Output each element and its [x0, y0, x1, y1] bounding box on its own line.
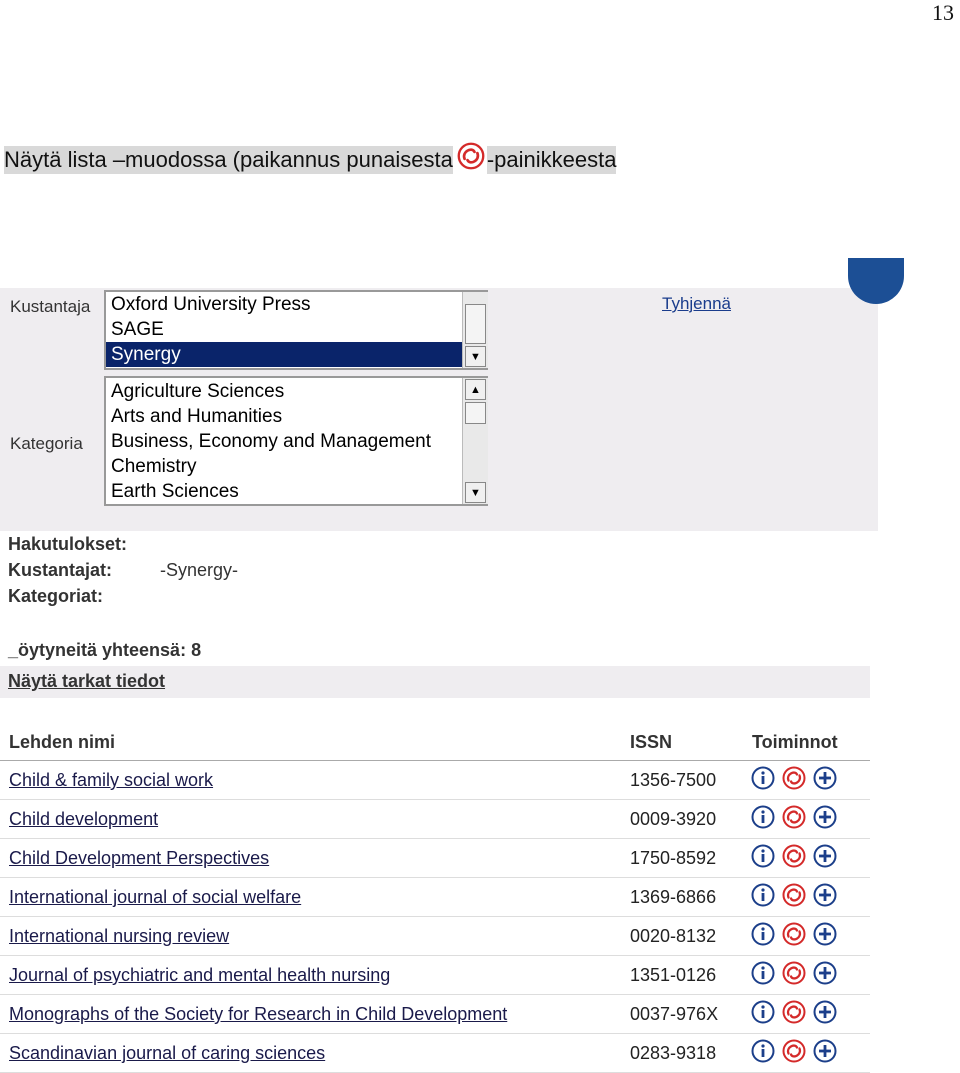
add-icon[interactable]: [813, 1039, 837, 1063]
caption-text-after: -painikkeesta: [486, 147, 617, 172]
add-icon[interactable]: [813, 1000, 837, 1024]
issn-value: 1356-7500: [630, 770, 717, 790]
publishers-filter-label: Kustantajat:: [8, 560, 113, 580]
category-option[interactable]: Agriculture Sciences: [111, 381, 285, 402]
journal-name-link[interactable]: Scandinavian journal of caring sciences: [9, 1043, 326, 1063]
category-listbox[interactable]: [104, 376, 488, 506]
add-icon[interactable]: [813, 883, 837, 907]
journal-table: [0, 726, 870, 1073]
instruction-caption: [4, 146, 616, 174]
issn-value: 1351-0126: [630, 965, 717, 985]
info-icon[interactable]: [751, 922, 775, 946]
journal-name-link[interactable]: International journal of social welfare: [9, 887, 302, 907]
info-icon[interactable]: [751, 805, 775, 829]
table-row: [0, 917, 870, 956]
category-option[interactable]: Business, Economy and Management: [111, 431, 432, 452]
publisher-option[interactable]: SAGE: [111, 319, 164, 340]
results-count: _öytyneitä yhteensä: 8: [8, 640, 202, 660]
table-row: [0, 800, 870, 839]
table-row: [0, 761, 870, 800]
row-actions: [751, 1039, 837, 1063]
info-icon[interactable]: [751, 766, 775, 790]
row-actions: [751, 766, 837, 790]
categories-filter-label: Kategoriat:: [8, 586, 104, 606]
row-actions: [751, 961, 837, 985]
results-heading: Hakutulokset:: [8, 534, 128, 554]
info-icon[interactable]: [751, 844, 775, 868]
issn-value: 0020-8132: [630, 926, 717, 946]
column-header-name: Lehden nimi: [9, 732, 116, 752]
row-actions: [751, 922, 837, 946]
table-row: [0, 1034, 870, 1073]
add-icon[interactable]: [813, 766, 837, 790]
locate-red-icon[interactable]: [782, 883, 806, 907]
info-icon[interactable]: [751, 883, 775, 907]
caption-text-before: Näytä lista –muodossa (paikannus punaisesta: [4, 147, 453, 172]
publisher-option[interactable]: Synergy: [106, 342, 462, 367]
show-details-link[interactable]: Näytä tarkat tiedot: [8, 671, 166, 691]
table-row: [0, 995, 870, 1034]
add-icon[interactable]: [813, 805, 837, 829]
add-icon[interactable]: [813, 961, 837, 985]
journal-name-link[interactable]: Child development: [9, 809, 159, 829]
row-actions: [751, 844, 837, 868]
details-bar: [0, 666, 870, 698]
issn-value: 0009-3920: [630, 809, 717, 829]
clear-link[interactable]: Tyhjennä: [662, 294, 731, 313]
issn-value: 0283-9318: [630, 1043, 717, 1063]
locate-red-icon[interactable]: [782, 766, 806, 790]
issn-value: 0037-976X: [630, 1004, 719, 1024]
table-row: [0, 956, 870, 995]
scroll-down-arrow-icon[interactable]: ▼: [465, 482, 486, 503]
search-panel: [0, 288, 878, 531]
scroll-down-arrow-icon[interactable]: ▼: [465, 346, 486, 367]
add-icon[interactable]: [813, 844, 837, 868]
publisher-listbox[interactable]: [104, 290, 488, 370]
row-actions: [751, 1000, 837, 1024]
page-number: 13: [932, 0, 954, 25]
locate-red-icon[interactable]: [782, 1039, 806, 1063]
journal-name-link[interactable]: Journal of psychiatric and mental health nursing: [9, 965, 391, 985]
category-label: Kategoria: [10, 434, 83, 453]
locate-red-icon: [457, 142, 485, 170]
scroll-thumb[interactable]: [465, 402, 486, 424]
column-header-issn: ISSN: [630, 732, 673, 752]
category-option[interactable]: Chemistry: [111, 456, 197, 477]
info-icon[interactable]: [751, 1000, 775, 1024]
issn-value: 1369-6866: [630, 887, 717, 907]
info-icon[interactable]: [751, 1039, 775, 1063]
info-icon[interactable]: [751, 961, 775, 985]
table-header: [0, 726, 870, 761]
column-header-actions: Toiminnot: [752, 732, 838, 752]
table-row: [0, 839, 870, 878]
journal-name-link[interactable]: Child & family social work: [9, 770, 214, 790]
category-option[interactable]: Arts and Humanities: [111, 406, 283, 427]
scroll-up-arrow-icon[interactable]: ▲: [465, 379, 486, 400]
locate-red-icon[interactable]: [782, 961, 806, 985]
publisher-label: Kustantaja: [10, 297, 91, 316]
search-screen: [0, 288, 960, 1070]
publisher-scrollbar[interactable]: [462, 292, 488, 368]
issn-value: 1750-8592: [630, 848, 717, 868]
publishers-filter-value: -Synergy-: [160, 560, 239, 580]
journal-name-link[interactable]: Monographs of the Society for Research in Child Development: [9, 1004, 508, 1024]
scroll-thumb[interactable]: [465, 304, 486, 344]
row-actions: [751, 805, 837, 829]
locate-red-icon[interactable]: [782, 922, 806, 946]
add-icon[interactable]: [813, 922, 837, 946]
category-scrollbar[interactable]: [462, 378, 488, 504]
locate-red-icon[interactable]: [782, 805, 806, 829]
row-actions: [751, 883, 837, 907]
publisher-option[interactable]: Oxford University Press: [111, 294, 311, 315]
journal-name-link[interactable]: International nursing review: [9, 926, 230, 946]
table-row: [0, 878, 870, 917]
locate-red-icon[interactable]: [782, 1000, 806, 1024]
journal-name-link[interactable]: Child Development Perspectives: [9, 848, 270, 868]
locate-red-icon[interactable]: [782, 844, 806, 868]
category-option[interactable]: Earth Sciences: [111, 481, 239, 502]
